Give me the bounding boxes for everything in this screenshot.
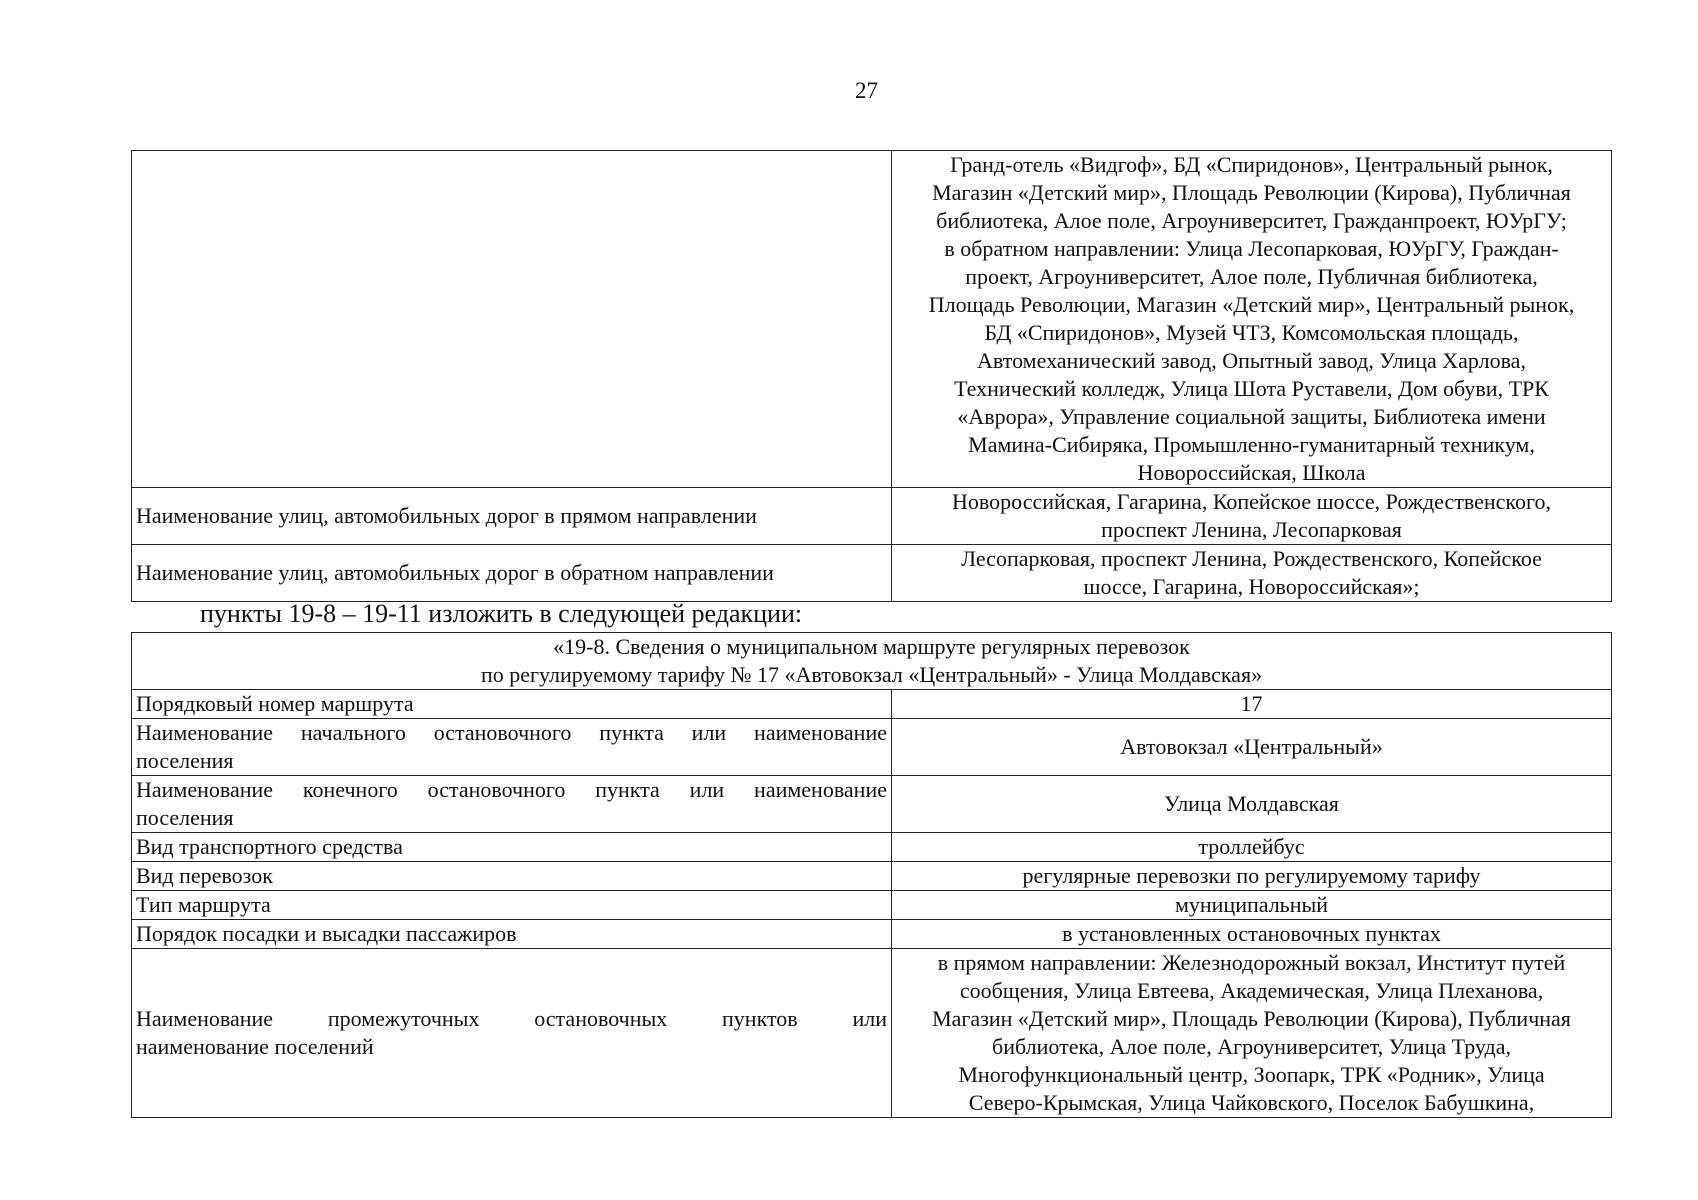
text-line: Многофункциональный центр, Зоопарк, ТРК «Родник», Улица: [958, 1062, 1545, 1087]
route-table-continuation: [131, 150, 1612, 602]
text-line: Площадь Революции, Магазин «Детский мир», Центральный рынок,: [928, 292, 1575, 317]
end-stop-value: Улица Молдавская: [892, 776, 1612, 833]
route-table-title: [132, 633, 1612, 690]
text-line: Гранд-отель «Видгоф», БД «Спиридонов», Центральный рынок,: [950, 152, 1553, 177]
text-line: «Аврора», Управление социальной защиты, Библиотека имени: [957, 404, 1546, 429]
text-line: Мамина-Сибиряка, Промышленно-гуманитарный техникум,: [968, 432, 1535, 457]
streets-backward-label: Наименование улиц, автомобильных дорог в обратном направлении: [132, 545, 892, 602]
text-line: поселения: [136, 805, 234, 830]
text-line: сообщения, Улица Евтеева, Академическая, Улица Плеханова,: [959, 978, 1544, 1003]
streets-forward-value: [892, 488, 1612, 545]
text-line: проект, Агроуниверситет, Алое поле, Публичная библиотека,: [965, 264, 1538, 289]
amendment-text: пункты 19-8 – 19-11 изложить в следующей редакции:: [200, 599, 803, 628]
text-line: Северо-Крымская, Улица Чайковского, Поселок Бабушкина,: [968, 1090, 1535, 1115]
table-row: [132, 891, 1612, 920]
text-line: Лесопарковая, проспект Ленина, Рождественского, Копейское: [961, 546, 1542, 571]
table-row: [132, 920, 1612, 949]
route-19-8-table: [131, 632, 1612, 1118]
text-line: БД «Спиридонов», Музей ЧТЗ, Комсомольская площадь,: [984, 320, 1519, 345]
table-row: [132, 862, 1612, 891]
start-stop-value: Автовокзал «Центральный»: [892, 719, 1612, 776]
boarding-order-label: Порядок посадки и высадки пассажиров: [132, 920, 892, 949]
route-type-label: Тип маршрута: [132, 891, 892, 920]
streets-forward-label: Наименование улиц, автомобильных дорог в прямом направлении: [132, 488, 892, 545]
table-row: [132, 488, 1612, 545]
text-line: в прямом направлении: Железнодорожный вокзал, Институт путей: [937, 950, 1566, 975]
table-row: [132, 949, 1612, 1118]
vehicle-type-label: Вид транспортного средства: [132, 833, 892, 862]
text-line: Новороссийская, Гагарина, Копейское шоссе, Рождественского,: [952, 489, 1551, 514]
text-line: Наименование промежуточных остановочных пунктов или: [136, 1006, 887, 1031]
transport-kind-value: регулярные перевозки по регулируемому тарифу: [892, 862, 1612, 891]
empty-label-cell: [132, 151, 892, 488]
text-line: Магазин «Детский мир», Площадь Революции (Кирова), Публичная: [932, 180, 1571, 205]
page-number: 27: [855, 78, 878, 103]
table-row: [132, 690, 1612, 719]
table-row: [132, 776, 1612, 833]
text-line: библиотека, Алое поле, Агроуниверситет, Улица Труда,: [992, 1034, 1511, 1059]
route-type-value: муниципальный: [892, 891, 1612, 920]
route-number-label: Порядковый номер маршрута: [132, 690, 892, 719]
intermediate-stops-value: [892, 949, 1612, 1118]
table-row: [132, 719, 1612, 776]
text-line: «19-8. Сведения о муниципальном маршруте регулярных перевозок: [553, 634, 1190, 659]
boarding-order-value: в установленных остановочных пунктах: [892, 920, 1612, 949]
intermediate-stops-label: [132, 949, 892, 1118]
table-row: [132, 151, 1612, 488]
text-line: по регулируемому тарифу № 17 «Автовокзал «Центральный» - Улица Молдавская»: [480, 662, 1263, 687]
start-stop-label: [132, 719, 892, 776]
table-row: [132, 545, 1612, 602]
text-line: библиотека, Алое поле, Агроуниверситет, Гражданпроект, ЮУрГУ;: [936, 208, 1567, 233]
text-line: Наименование начального остановочного пункта или наименование: [136, 720, 887, 745]
route-number-value: 17: [892, 690, 1612, 719]
text-line: Автомеханический завод, Опытный завод, Улица Харлова,: [977, 348, 1526, 373]
end-stop-label: [132, 776, 892, 833]
text-line: Наименование конечного остановочного пункта или наименование: [136, 777, 887, 802]
streets-backward-value: [892, 545, 1612, 602]
text-line: Магазин «Детский мир», Площадь Революции (Кирова), Публичная: [932, 1006, 1571, 1031]
text-line: Технический колледж, Улица Шота Руставели, Дом обуви, ТРК: [954, 376, 1549, 401]
text-line: поселения: [136, 748, 234, 773]
text-line: наименование поселений: [136, 1034, 374, 1059]
text-line: Новороссийская, Школа: [1137, 460, 1366, 485]
table-row: [132, 833, 1612, 862]
text-line: проспект Ленина, Лесопарковая: [1101, 517, 1402, 542]
text-line: шоссе, Гагарина, Новороссийская»;: [1083, 574, 1420, 599]
intermediate-stops-continuation: [892, 151, 1612, 488]
text-line: в обратном направлении: Улица Лесопарковая, ЮУрГУ, Граждан-: [944, 236, 1559, 261]
transport-kind-label: Вид перевозок: [132, 862, 892, 891]
vehicle-type-value: троллейбус: [892, 833, 1612, 862]
table-header-row: [132, 633, 1612, 690]
